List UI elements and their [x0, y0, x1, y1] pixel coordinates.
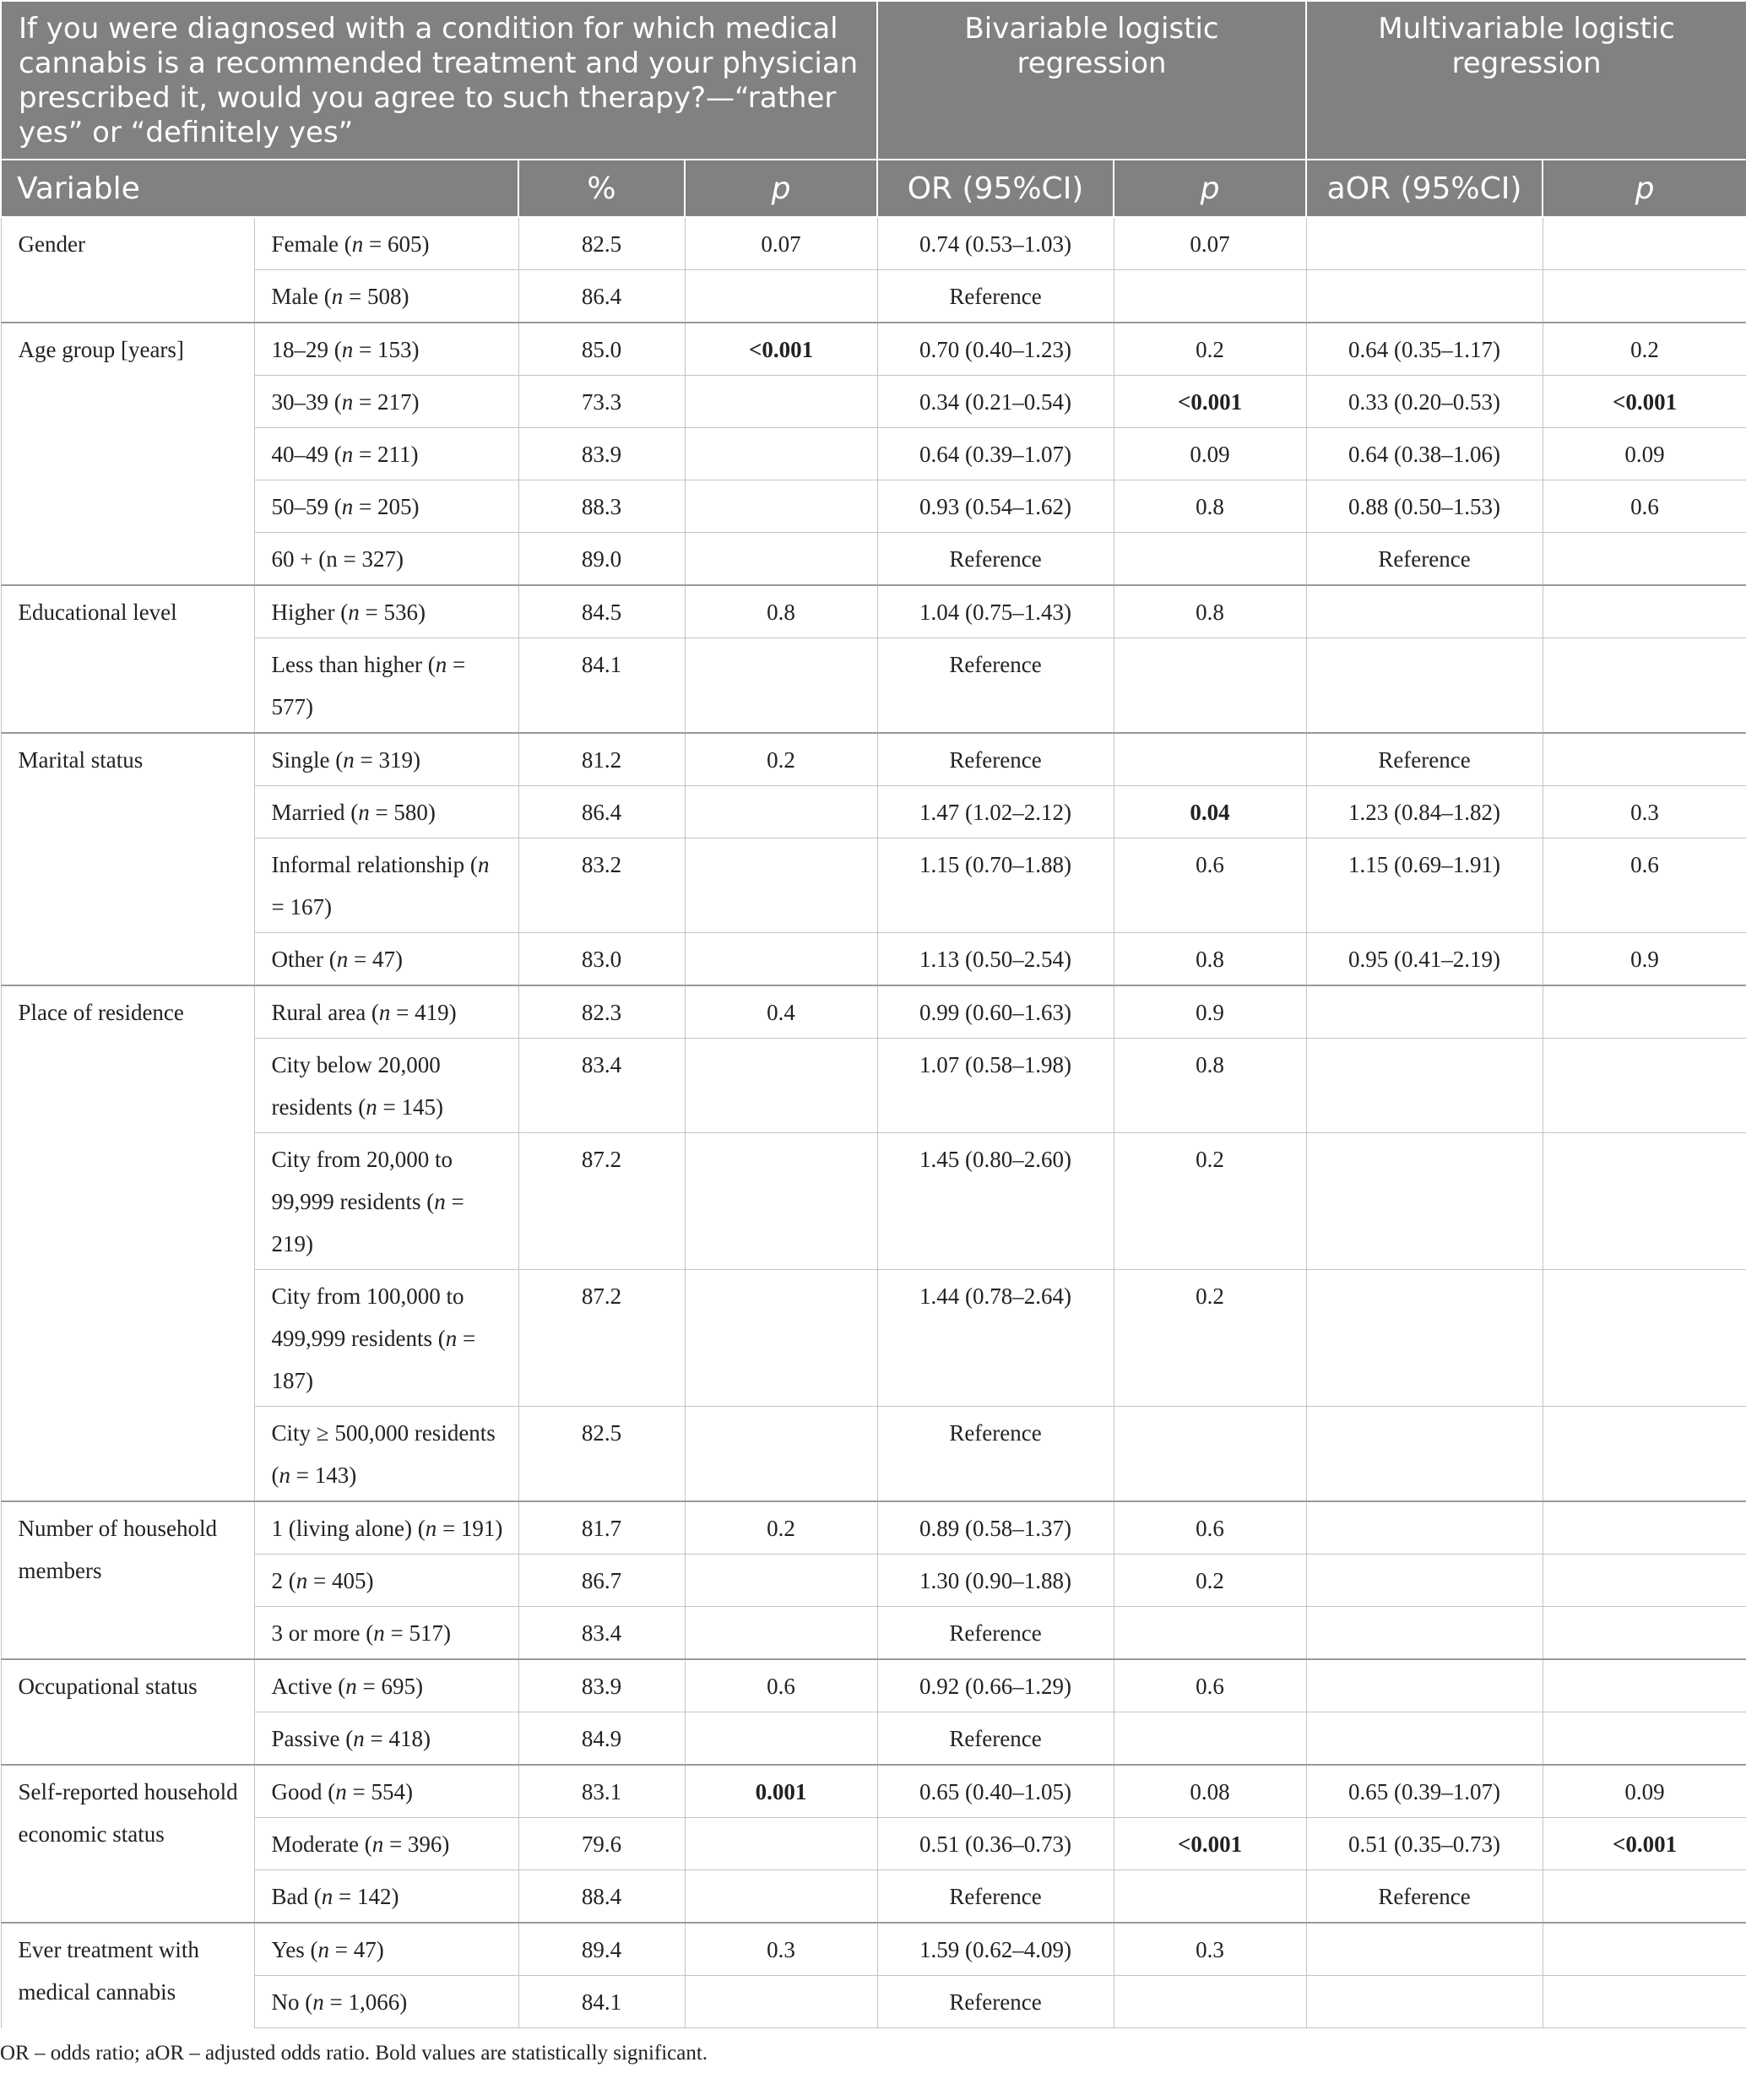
adjusted-odds-ratio-cell — [1306, 1501, 1543, 1555]
adjusted-odds-ratio-cell — [1306, 1712, 1543, 1766]
or-p-value-cell — [1114, 733, 1306, 786]
percent-cell: 79.6 — [518, 1818, 685, 1870]
percent-cell: 84.5 — [518, 585, 685, 638]
category-cell: 3 or more (n = 517) — [254, 1607, 518, 1660]
aor-p-value-cell: 0.6 — [1543, 480, 1746, 533]
odds-ratio-cell: 0.34 (0.21–0.54) — [877, 376, 1114, 428]
or-p-value-cell: 0.8 — [1114, 480, 1306, 533]
percent-cell: 87.2 — [518, 1270, 685, 1407]
or-p-value-cell: 0.2 — [1114, 323, 1306, 376]
percent-cell: 83.4 — [518, 1039, 685, 1133]
p-value-cell: 0.3 — [685, 1923, 877, 1976]
p-value-cell — [685, 1607, 877, 1660]
odds-ratio-cell: Reference — [877, 638, 1114, 734]
table-row — [1, 1039, 1746, 1133]
odds-ratio-cell: 0.74 (0.53–1.03) — [877, 217, 1114, 270]
odds-ratio-cell: 0.92 (0.66–1.29) — [877, 1659, 1114, 1712]
or-p-value-cell: 0.9 — [1114, 985, 1306, 1039]
aor-p-value-cell — [1543, 1976, 1746, 2028]
or-p-value-cell: 0.2 — [1114, 1133, 1306, 1270]
p-value-cell — [685, 1712, 877, 1766]
p-value-cell: 0.4 — [685, 985, 877, 1039]
adjusted-odds-ratio-cell: 0.33 (0.20–0.53) — [1306, 376, 1543, 428]
p-value-cell — [685, 1870, 877, 1924]
aor-p-value-cell — [1543, 1270, 1746, 1407]
category-cell: City from 100,000 to 499,999 residents (n = 187) — [254, 1270, 518, 1407]
percent-cell: 83.9 — [518, 428, 685, 480]
adjusted-odds-ratio-cell — [1306, 585, 1543, 638]
percent-cell: 87.2 — [518, 1133, 685, 1270]
percent-cell: 89.0 — [518, 533, 685, 586]
aor-p-column-header: p — [1543, 160, 1746, 217]
multivariable-header: Multivariable logistic regression — [1306, 1, 1746, 160]
percent-cell: 73.3 — [518, 376, 685, 428]
adjusted-odds-ratio-cell — [1306, 1133, 1543, 1270]
adjusted-odds-ratio-cell — [1306, 1039, 1543, 1133]
aor-p-value-cell — [1543, 1870, 1746, 1924]
p-value-cell — [685, 533, 877, 586]
p-value-cell — [685, 1818, 877, 1870]
variable-cell: Age group [years] — [1, 323, 254, 585]
or-p-value-cell — [1114, 1407, 1306, 1502]
adjusted-odds-ratio-cell — [1306, 1659, 1543, 1712]
odds-ratio-cell: 0.51 (0.36–0.73) — [877, 1818, 1114, 1870]
adjusted-odds-ratio-cell — [1306, 270, 1543, 323]
aor-p-value-cell — [1543, 217, 1746, 270]
or-p-value-cell — [1114, 1870, 1306, 1924]
table-row — [1, 786, 1746, 838]
category-cell: Good (n = 554) — [254, 1765, 518, 1818]
table-row — [1, 733, 1746, 786]
or-p-value-cell — [1114, 1607, 1306, 1660]
percent-cell: 83.2 — [518, 838, 685, 933]
odds-ratio-cell: 0.89 (0.58–1.37) — [877, 1501, 1114, 1555]
category-cell: 60 + (n = 327) — [254, 533, 518, 586]
p-value-cell: 0.6 — [685, 1659, 877, 1712]
or-p-value-cell: 0.3 — [1114, 1923, 1306, 1976]
odds-ratio-cell: Reference — [877, 1870, 1114, 1924]
odds-ratio-cell: 1.59 (0.62–4.09) — [877, 1923, 1114, 1976]
variable-cell: Gender — [1, 217, 254, 323]
table-row — [1, 1407, 1746, 1502]
category-cell: Less than higher (n = 577) — [254, 638, 518, 734]
table-row — [1, 217, 1746, 270]
adjusted-odds-ratio-cell: Reference — [1306, 1870, 1543, 1924]
question-header: If you were diagnosed with a condition for which medical cannabis is a recommended treatment and your physician prescribed it, would you agree to such therapy?—“rather yes” or “definitely yes” — [1, 1, 877, 160]
odds-ratio-cell: Reference — [877, 1976, 1114, 2028]
table-row — [1, 1923, 1746, 1976]
adjusted-odds-ratio-cell: 0.51 (0.35–0.73) — [1306, 1818, 1543, 1870]
adjusted-odds-ratio-cell — [1306, 1270, 1543, 1407]
p-value-cell — [685, 838, 877, 933]
or-p-value-cell — [1114, 638, 1306, 734]
category-cell: 30–39 (n = 217) — [254, 376, 518, 428]
category-cell: 50–59 (n = 205) — [254, 480, 518, 533]
aor-p-value-cell — [1543, 1712, 1746, 1766]
aor-p-value-cell — [1543, 985, 1746, 1039]
adjusted-odds-ratio-cell: 0.64 (0.35–1.17) — [1306, 323, 1543, 376]
or-p-value-cell: <0.001 — [1114, 1818, 1306, 1870]
percent-cell: 86.4 — [518, 270, 685, 323]
odds-ratio-cell: 0.93 (0.54–1.62) — [877, 480, 1114, 533]
or-p-value-cell: 0.8 — [1114, 1039, 1306, 1133]
or-p-value-cell — [1114, 270, 1306, 323]
aor-p-value-cell — [1543, 270, 1746, 323]
adjusted-odds-ratio-cell — [1306, 1923, 1543, 1976]
category-cell: Yes (n = 47) — [254, 1923, 518, 1976]
adjusted-odds-ratio-cell: 0.88 (0.50–1.53) — [1306, 480, 1543, 533]
variable-cell: Educational level — [1, 585, 254, 733]
aor-p-value-cell: <0.001 — [1543, 1818, 1746, 1870]
odds-ratio-cell: 0.70 (0.40–1.23) — [877, 323, 1114, 376]
table-row — [1, 838, 1746, 933]
or-p-value-cell: 0.09 — [1114, 428, 1306, 480]
category-cell: 40–49 (n = 211) — [254, 428, 518, 480]
bivariable-header: Bivariable logistic regression — [877, 1, 1306, 160]
or-p-value-cell — [1114, 1976, 1306, 2028]
percent-cell: 83.4 — [518, 1607, 685, 1660]
percent-cell: 83.9 — [518, 1659, 685, 1712]
or-p-value-cell: <0.001 — [1114, 376, 1306, 428]
table-row — [1, 376, 1746, 428]
table-row — [1, 1555, 1746, 1607]
odds-ratio-cell: Reference — [877, 533, 1114, 586]
adjusted-odds-ratio-cell: 1.23 (0.84–1.82) — [1306, 786, 1543, 838]
percent-cell: 89.4 — [518, 1923, 685, 1976]
p-value-cell — [685, 428, 877, 480]
adjusted-odds-ratio-cell — [1306, 1976, 1543, 2028]
category-cell: City ≥ 500,000 residents (n = 143) — [254, 1407, 518, 1502]
aor-p-value-cell: <0.001 — [1543, 376, 1746, 428]
category-cell: Informal relationship (n = 167) — [254, 838, 518, 933]
variable-column-header: Variable — [1, 160, 518, 217]
aor-p-value-cell: 0.6 — [1543, 838, 1746, 933]
aor-p-value-cell: 0.9 — [1543, 933, 1746, 986]
p-value-cell — [685, 480, 877, 533]
aor-column-header: aOR (95%CI) — [1306, 160, 1543, 217]
adjusted-odds-ratio-cell: Reference — [1306, 733, 1543, 786]
or-p-value-cell: 0.6 — [1114, 1501, 1306, 1555]
category-cell: Male (n = 508) — [254, 270, 518, 323]
table-row — [1, 270, 1746, 323]
percent-cell: 88.3 — [518, 480, 685, 533]
adjusted-odds-ratio-cell — [1306, 638, 1543, 734]
category-cell: Married (n = 580) — [254, 786, 518, 838]
aor-p-value-cell — [1543, 1501, 1746, 1555]
category-cell: Other (n = 47) — [254, 933, 518, 986]
odds-ratio-cell: 1.44 (0.78–2.64) — [877, 1270, 1114, 1407]
table-row — [1, 1607, 1746, 1660]
percent-cell: 83.1 — [518, 1765, 685, 1818]
category-cell: Single (n = 319) — [254, 733, 518, 786]
category-cell: No (n = 1,066) — [254, 1976, 518, 2028]
category-cell: Moderate (n = 396) — [254, 1818, 518, 1870]
aor-p-value-cell — [1543, 638, 1746, 734]
table-row — [1, 428, 1746, 480]
or-p-value-cell: 0.6 — [1114, 838, 1306, 933]
adjusted-odds-ratio-cell — [1306, 985, 1543, 1039]
table-row — [1, 323, 1746, 376]
aor-p-value-cell — [1543, 1607, 1746, 1660]
p-value-cell: 0.2 — [685, 733, 877, 786]
category-cell: City below 20,000 residents (n = 145) — [254, 1039, 518, 1133]
table-row — [1, 985, 1746, 1039]
p-value-cell — [685, 270, 877, 323]
percent-cell: 84.1 — [518, 638, 685, 734]
or-p-value-cell: 0.04 — [1114, 786, 1306, 838]
category-cell: Bad (n = 142) — [254, 1870, 518, 1924]
table-row — [1, 1870, 1746, 1924]
category-cell: Passive (n = 418) — [254, 1712, 518, 1766]
p-value-cell: 0.001 — [685, 1765, 877, 1818]
category-cell: City from 20,000 to 99,999 residents (n = 219) — [254, 1133, 518, 1270]
p-value-cell — [685, 376, 877, 428]
odds-ratio-cell: 1.45 (0.80–2.60) — [877, 1133, 1114, 1270]
aor-p-value-cell — [1543, 1133, 1746, 1270]
aor-p-value-cell — [1543, 533, 1746, 586]
percent-cell: 83.0 — [518, 933, 685, 986]
aor-p-value-cell — [1543, 733, 1746, 786]
adjusted-odds-ratio-cell — [1306, 1555, 1543, 1607]
adjusted-odds-ratio-cell: 0.64 (0.38–1.06) — [1306, 428, 1543, 480]
category-cell: 18–29 (n = 153) — [254, 323, 518, 376]
adjusted-odds-ratio-cell — [1306, 1407, 1543, 1502]
p-value-cell — [685, 638, 877, 734]
table-row — [1, 1133, 1746, 1270]
aor-p-value-cell: 0.09 — [1543, 1765, 1746, 1818]
percent-cell: 86.7 — [518, 1555, 685, 1607]
table-row — [1, 1818, 1746, 1870]
variable-cell: Ever treatment with medical cannabis — [1, 1923, 254, 2028]
table-row — [1, 638, 1746, 734]
category-cell: Higher (n = 536) — [254, 585, 518, 638]
p-column-header: p — [685, 160, 877, 217]
aor-p-value-cell — [1543, 1923, 1746, 1976]
percent-cell: 84.9 — [518, 1712, 685, 1766]
aor-p-value-cell — [1543, 1659, 1746, 1712]
aor-p-value-cell — [1543, 1039, 1746, 1133]
aor-p-value-cell — [1543, 585, 1746, 638]
table-row — [1, 1976, 1746, 2028]
aor-p-value-cell — [1543, 1407, 1746, 1502]
category-cell: 1 (living alone) (n = 191) — [254, 1501, 518, 1555]
table-row — [1, 1765, 1746, 1818]
or-p-value-cell — [1114, 533, 1306, 586]
table-row — [1, 585, 1746, 638]
adjusted-odds-ratio-cell: 1.15 (0.69–1.91) — [1306, 838, 1543, 933]
odds-ratio-cell: 1.30 (0.90–1.88) — [877, 1555, 1114, 1607]
percent-cell: 84.1 — [518, 1976, 685, 2028]
odds-ratio-cell: 1.07 (0.58–1.98) — [877, 1039, 1114, 1133]
percent-cell: 81.7 — [518, 1501, 685, 1555]
p-value-cell — [685, 1976, 877, 2028]
percent-cell: 88.4 — [518, 1870, 685, 1924]
or-p-column-header: p — [1114, 160, 1306, 217]
table-row — [1, 1501, 1746, 1555]
percent-cell: 85.0 — [518, 323, 685, 376]
category-cell: 2 (n = 405) — [254, 1555, 518, 1607]
odds-ratio-cell: 0.99 (0.60–1.63) — [877, 985, 1114, 1039]
or-p-value-cell: 0.6 — [1114, 1659, 1306, 1712]
table-footnote: OR – odds ratio; aOR – adjusted odds ratio. Bold values are statistically significant. — [0, 2042, 708, 2065]
percent-column-header: % — [518, 160, 685, 217]
variable-cell: Number of household members — [1, 1501, 254, 1659]
table-row — [1, 533, 1746, 586]
odds-ratio-cell: 1.47 (1.02–2.12) — [877, 786, 1114, 838]
p-value-cell — [685, 1270, 877, 1407]
table-row — [1, 1270, 1746, 1407]
p-value-cell: 0.8 — [685, 585, 877, 638]
table-row — [1, 1659, 1746, 1712]
or-p-value-cell: 0.2 — [1114, 1270, 1306, 1407]
odds-ratio-cell: 0.65 (0.40–1.05) — [877, 1765, 1114, 1818]
table-row — [1, 1712, 1746, 1766]
odds-ratio-cell: 0.64 (0.39–1.07) — [877, 428, 1114, 480]
or-column-header: OR (95%CI) — [877, 160, 1114, 217]
percent-cell: 81.2 — [518, 733, 685, 786]
adjusted-odds-ratio-cell — [1306, 217, 1543, 270]
or-p-value-cell: 0.07 — [1114, 217, 1306, 270]
p-value-cell: 0.07 — [685, 217, 877, 270]
p-value-cell — [685, 1555, 877, 1607]
aor-p-value-cell: 0.2 — [1543, 323, 1746, 376]
p-value-cell: 0.2 — [685, 1501, 877, 1555]
adjusted-odds-ratio-cell: 0.95 (0.41–2.19) — [1306, 933, 1543, 986]
adjusted-odds-ratio-cell: Reference — [1306, 533, 1543, 586]
variable-cell: Occupational status — [1, 1659, 254, 1765]
or-p-value-cell: 0.2 — [1114, 1555, 1306, 1607]
odds-ratio-cell: Reference — [877, 270, 1114, 323]
adjusted-odds-ratio-cell: 0.65 (0.39–1.07) — [1306, 1765, 1543, 1818]
odds-ratio-cell: Reference — [877, 1407, 1114, 1502]
odds-ratio-cell: Reference — [877, 1712, 1114, 1766]
p-value-cell: <0.001 — [685, 323, 877, 376]
or-p-value-cell: 0.8 — [1114, 933, 1306, 986]
aor-p-value-cell: 0.3 — [1543, 786, 1746, 838]
p-value-cell — [685, 786, 877, 838]
percent-cell: 86.4 — [518, 786, 685, 838]
aor-p-value-cell: 0.09 — [1543, 428, 1746, 480]
adjusted-odds-ratio-cell — [1306, 1607, 1543, 1660]
odds-ratio-cell: 1.04 (0.75–1.43) — [877, 585, 1114, 638]
p-value-cell — [685, 1407, 877, 1502]
percent-cell: 82.5 — [518, 217, 685, 270]
or-p-value-cell — [1114, 1712, 1306, 1766]
table-body — [1, 217, 1746, 2028]
p-value-cell — [685, 933, 877, 986]
aor-p-value-cell — [1543, 1555, 1746, 1607]
variable-cell: Marital status — [1, 733, 254, 985]
category-cell: Female (n = 605) — [254, 217, 518, 270]
table-row — [1, 480, 1746, 533]
variable-cell: Place of residence — [1, 985, 254, 1501]
variable-cell: Self-reported household economic status — [1, 1765, 254, 1923]
or-p-value-cell: 0.08 — [1114, 1765, 1306, 1818]
or-p-value-cell: 0.8 — [1114, 585, 1306, 638]
table-row — [1, 933, 1746, 986]
percent-cell: 82.5 — [518, 1407, 685, 1502]
odds-ratio-cell: Reference — [877, 733, 1114, 786]
p-value-cell — [685, 1039, 877, 1133]
category-cell: Rural area (n = 419) — [254, 985, 518, 1039]
percent-cell: 82.3 — [518, 985, 685, 1039]
odds-ratio-cell: 1.15 (0.70–1.88) — [877, 838, 1114, 933]
odds-ratio-cell: Reference — [877, 1607, 1114, 1660]
p-value-cell — [685, 1133, 877, 1270]
odds-ratio-cell: 1.13 (0.50–2.54) — [877, 933, 1114, 986]
category-cell: Active (n = 695) — [254, 1659, 518, 1712]
